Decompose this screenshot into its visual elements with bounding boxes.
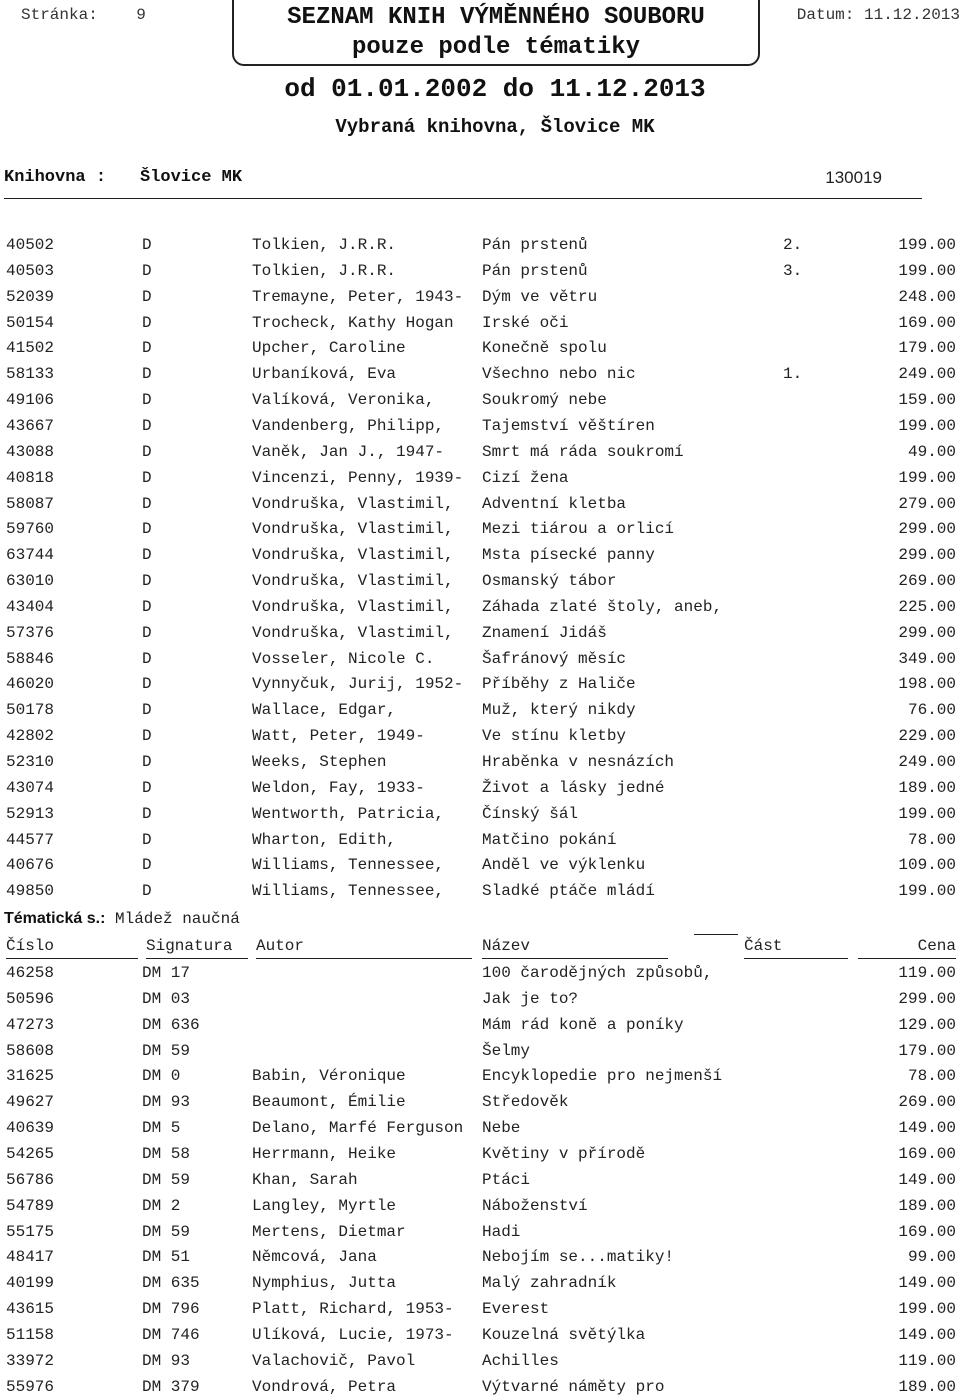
cell-signature: D (142, 675, 152, 694)
cell-author: Valachovič, Pavol (252, 1351, 416, 1370)
cell-signature: DM 03 (142, 989, 191, 1008)
table-row (0, 986, 960, 1012)
thematic-section (4, 906, 240, 932)
cell-signature: DM 93 (142, 1351, 191, 1370)
cell-number: 40502 (6, 236, 55, 254)
cell-title: Nebojím se...matiky! (482, 1248, 675, 1267)
cell-price: 199.00 (898, 1300, 956, 1319)
cell-title: Jak je to? (482, 989, 579, 1008)
cell-title: Život a lásky jedné (482, 778, 665, 797)
column-header-divider (694, 934, 738, 935)
cell-number: 41502 (6, 339, 55, 358)
cell-author: Tremayne, Peter, 1943- (252, 287, 464, 306)
report-title: SEZNAM KNIH VÝMĚNNÉHO SOUBORU (287, 4, 705, 31)
cell-number: 43404 (6, 597, 55, 616)
cell-signature: D (142, 339, 152, 358)
page-indicator (21, 6, 146, 24)
table-row (0, 775, 960, 801)
cell-author: Watt, Peter, 1949- (252, 727, 425, 746)
cell-number: 63010 (6, 572, 55, 591)
cell-number: 50596 (6, 989, 55, 1008)
cell-number: 40818 (6, 468, 55, 487)
cell-price: 349.00 (898, 649, 956, 668)
cell-signature: D (142, 623, 152, 642)
cell-title: Šelmy (482, 1041, 531, 1060)
cell-part: 1. (783, 365, 803, 384)
cell-price: 78.00 (907, 830, 956, 849)
cell-number: 49106 (6, 391, 55, 410)
table-row (0, 542, 960, 568)
table-row (0, 568, 960, 594)
cell-author: Vaněk, Jan J., 1947- (252, 442, 445, 461)
cell-number: 47273 (6, 1015, 55, 1034)
cell-title: Nebe (482, 1119, 521, 1138)
cell-price: 149.00 (898, 1119, 956, 1138)
table-row (0, 1167, 960, 1193)
cell-title: Výtvarné náměty pro (482, 1377, 665, 1396)
cell-number: 52039 (6, 287, 55, 306)
cell-price: 199.00 (898, 468, 956, 487)
table-row (0, 1270, 960, 1296)
cell-signature: D (142, 597, 152, 616)
cell-price: 189.00 (898, 1377, 956, 1396)
cell-author: Trocheck, Kathy Hogan (252, 313, 454, 332)
cell-number: 43615 (6, 1300, 55, 1319)
cell-number: 49627 (6, 1093, 55, 1112)
cell-number: 58087 (6, 494, 55, 513)
cell-author: Weeks, Stephen (252, 753, 387, 771)
cell-author: Platt, Richard, 1953- (252, 1300, 454, 1319)
cell-number: 44577 (6, 830, 55, 849)
cell-author: Němcová, Jana (252, 1248, 377, 1267)
cell-title: Osmanský tábor (482, 572, 617, 591)
cell-signature: D (142, 830, 152, 849)
selected-library: Vybraná knihovna, Šlovice MK (335, 116, 655, 138)
cell-title: Ptáci (482, 1170, 531, 1189)
cell-title: Dým ve větru (482, 287, 598, 306)
cell-signature: D (142, 856, 152, 875)
cell-author: Vondruška, Vlastimil, (252, 572, 454, 591)
cell-price: 199.00 (898, 804, 956, 823)
cell-signature: D (142, 882, 152, 901)
cell-signature: D (142, 365, 152, 384)
section-separator: : (100, 910, 106, 927)
cell-price: 189.00 (898, 778, 956, 797)
cell-number: 48417 (6, 1248, 55, 1267)
cell-price: 109.00 (898, 856, 956, 875)
cell-number: 58846 (6, 649, 55, 668)
cell-signature: D (142, 313, 152, 332)
table-row (0, 465, 960, 491)
cell-price: 119.00 (898, 964, 956, 982)
cell-title: Soukromý nebe (482, 391, 607, 410)
table-row (0, 335, 960, 361)
cell-author: Urbaníková, Eva (252, 365, 397, 384)
cell-title: Everest (482, 1300, 550, 1319)
cell-title: Hraběnka v nesnázích (482, 753, 675, 771)
cell-title: Sladké ptáče mládí (482, 882, 655, 901)
cell-title: Matčino pokání (482, 830, 617, 849)
cell-price: 199.00 (898, 236, 956, 254)
cell-title: 100 čarodějných způsobů, (482, 964, 713, 982)
cell-price: 149.00 (898, 1325, 956, 1344)
cell-number: 63744 (6, 546, 55, 565)
cell-signature: D (142, 572, 152, 591)
table-row (0, 361, 960, 387)
cell-title: Květiny v přírodě (482, 1144, 646, 1163)
cell-author: Vondrová, Petra (252, 1377, 397, 1396)
cell-title: Mezi tiárou a orlicí (482, 520, 675, 539)
cell-number: 42802 (6, 727, 55, 746)
date-value: 11.12.2013 (863, 6, 960, 24)
cell-number: 43074 (6, 778, 55, 797)
section-value: Mládež naučná (105, 910, 240, 928)
cell-author: Vincenzi, Penny, 1939- (252, 468, 464, 487)
table-row (0, 232, 960, 258)
cell-author: Vondruška, Vlastimil, (252, 597, 454, 616)
cell-number: 43667 (6, 416, 55, 435)
cell-title: Msta písecké panny (482, 546, 655, 565)
cell-author: Mertens, Dietmar (252, 1222, 406, 1241)
cell-signature: DM 0 (142, 1067, 181, 1086)
cell-signature: D (142, 416, 152, 435)
cell-number: 43088 (6, 442, 55, 461)
table-row (0, 1244, 960, 1270)
column-header-price: Cena (858, 934, 956, 959)
library-label: Knihovna : (4, 168, 107, 187)
cell-signature: D (142, 391, 152, 410)
cell-author: Weldon, Fay, 1933- (252, 778, 425, 797)
library-code: 130019 (825, 168, 882, 187)
cell-signature: D (142, 649, 152, 668)
cell-author: Valíková, Veronika, (252, 391, 435, 410)
cell-number: 58608 (6, 1041, 55, 1060)
table-row (0, 697, 960, 723)
table-row (0, 1193, 960, 1219)
cell-title: Smrt má ráda soukromí (482, 442, 684, 461)
cell-title: Mám rád koně a poníky (482, 1015, 684, 1034)
cell-signature: D (142, 442, 152, 461)
cell-signature: DM 58 (142, 1144, 191, 1163)
column-header-number: Číslo (6, 934, 138, 959)
cell-signature: DM 17 (142, 964, 191, 982)
cell-price: 169.00 (898, 313, 956, 332)
cell-number: 52310 (6, 753, 55, 771)
cell-number: 46258 (6, 964, 55, 982)
cell-signature: D (142, 753, 152, 771)
cell-price: 179.00 (898, 1041, 956, 1060)
cell-signature: DM 636 (142, 1015, 200, 1034)
cell-signature: DM 796 (142, 1300, 200, 1319)
table-row (0, 723, 960, 749)
table-row (0, 1374, 960, 1400)
cell-author: Langley, Myrtle (252, 1196, 397, 1215)
cell-price: 179.00 (898, 339, 956, 358)
cell-title: Encyklopedie pro nejmenší (482, 1067, 723, 1086)
cell-signature: DM 2 (142, 1196, 181, 1215)
cell-price: 248.00 (898, 287, 956, 306)
cell-part: 2. (783, 236, 803, 254)
cell-price: 49.00 (907, 442, 956, 461)
cell-price: 149.00 (898, 1274, 956, 1293)
report-date (780, 6, 960, 24)
cell-author: Khan, Sarah (252, 1170, 358, 1189)
library-name: Šlovice MK (140, 168, 243, 187)
date-range: od 01.01.2002 do 11.12.2013 (284, 74, 706, 104)
table-row (0, 1089, 960, 1115)
table-row (0, 749, 960, 775)
page-number: 9 (136, 6, 146, 24)
table-row (0, 801, 960, 827)
report-subtitle: pouze podle tématiky (351, 34, 641, 61)
cell-title: Všechno nebo nic (482, 365, 636, 384)
cell-author: Beaumont, Émilie (252, 1093, 406, 1112)
cell-number: 46020 (6, 675, 55, 694)
column-header-part: Část (744, 934, 848, 959)
cell-number: 54265 (6, 1144, 55, 1163)
table-row (0, 1219, 960, 1245)
report-title-box (232, 0, 760, 66)
table-row (0, 284, 960, 310)
cell-price: 129.00 (898, 1015, 956, 1034)
cell-signature: D (142, 778, 152, 797)
cell-price: 225.00 (898, 597, 956, 616)
cell-author: Tolkien, J.R.R. (252, 236, 397, 254)
cell-author: Ulíková, Lucie, 1973- (252, 1325, 454, 1344)
cell-title: Záhada zlaté štoly, aneb, (482, 597, 723, 616)
date-label: Datum: (796, 6, 855, 24)
cell-title: Achilles (482, 1351, 559, 1370)
cell-author: Wallace, Edgar, (252, 701, 397, 720)
cell-price: 299.00 (898, 989, 956, 1008)
column-header-author: Autor (256, 934, 472, 959)
table-row (0, 878, 960, 904)
table-row (0, 258, 960, 284)
cell-price: 279.00 (898, 494, 956, 513)
cell-title: Pán prstenů (482, 236, 588, 254)
table-row (0, 439, 960, 465)
cell-author: Williams, Tennessee, (252, 856, 445, 875)
cell-title: Konečně spolu (482, 339, 607, 358)
cell-author: Vandenberg, Philipp, (252, 416, 445, 435)
cell-author: Vondruška, Vlastimil, (252, 520, 454, 539)
cell-price: 299.00 (898, 546, 956, 565)
cell-title: Malý zahradník (482, 1274, 617, 1293)
cell-signature: D (142, 236, 152, 254)
cell-title: Náboženství (482, 1196, 588, 1215)
cell-title: Příběhy z Haliče (482, 675, 636, 694)
cell-signature: DM 746 (142, 1325, 200, 1344)
cell-number: 50154 (6, 313, 55, 332)
cell-author: Vondruška, Vlastimil, (252, 546, 454, 565)
table-row (0, 413, 960, 439)
cell-author: Vynnyčuk, Jurij, 1952- (252, 675, 464, 694)
cell-author: Upcher, Caroline (252, 339, 406, 358)
cell-title: Tajemství věštíren (482, 416, 655, 435)
cell-number: 52913 (6, 804, 55, 823)
table-row (0, 620, 960, 646)
cell-price: 76.00 (907, 701, 956, 720)
cell-title: Irské oči (482, 313, 569, 332)
cell-number: 54789 (6, 1196, 55, 1215)
cell-number: 55175 (6, 1222, 55, 1241)
cell-signature: D (142, 287, 152, 306)
table-row (0, 1141, 960, 1167)
cell-author: Herrmann, Heike (252, 1144, 397, 1163)
cell-price: 249.00 (898, 753, 956, 771)
cell-price: 169.00 (898, 1222, 956, 1241)
table-row (0, 387, 960, 413)
cell-price: 249.00 (898, 365, 956, 384)
table-row (0, 310, 960, 336)
cell-number: 49850 (6, 882, 55, 901)
cell-price: 269.00 (898, 572, 956, 591)
cell-title: Hadi (482, 1222, 521, 1241)
cell-price: 198.00 (898, 675, 956, 694)
cell-price: 149.00 (898, 1170, 956, 1189)
table-row (0, 646, 960, 672)
library-line (4, 168, 922, 199)
cell-title: Adventní kletba (482, 494, 627, 513)
table-row (0, 1322, 960, 1348)
cell-number: 40199 (6, 1274, 55, 1293)
cell-price: 99.00 (907, 1248, 956, 1267)
cell-signature: DM 59 (142, 1222, 191, 1241)
cell-signature: DM 379 (142, 1377, 200, 1396)
cell-title: Kouzelná světýlka (482, 1325, 646, 1344)
cell-price: 159.00 (898, 391, 956, 410)
cell-title: Ve stínu kletby (482, 727, 627, 746)
cell-signature: DM 59 (142, 1170, 191, 1189)
cell-author: Wentworth, Patricia, (252, 804, 445, 823)
cell-signature: DM 93 (142, 1093, 191, 1112)
cell-title: Cizí žena (482, 468, 569, 487)
cell-signature: D (142, 520, 152, 539)
cell-author: Williams, Tennessee, (252, 882, 445, 901)
cell-signature: DM 635 (142, 1274, 200, 1293)
cell-author: Tolkien, J.R.R. (252, 261, 397, 280)
cell-price: 199.00 (898, 416, 956, 435)
cell-number: 51158 (6, 1325, 55, 1344)
cell-number: 40503 (6, 261, 55, 280)
cell-number: 50178 (6, 701, 55, 720)
table-row (0, 1296, 960, 1322)
cell-signature: D (142, 727, 152, 746)
cell-price: 299.00 (898, 520, 956, 539)
table-row (0, 516, 960, 542)
cell-number: 31625 (6, 1067, 55, 1086)
cell-number: 55976 (6, 1377, 55, 1396)
cell-author: Vondruška, Vlastimil, (252, 623, 454, 642)
cell-price: 299.00 (898, 623, 956, 642)
cell-title: Znamení Jidáš (482, 623, 607, 642)
cell-author: Vondruška, Vlastimil, (252, 494, 454, 513)
cell-signature: D (142, 804, 152, 823)
cell-title: Šafránový měsíc (482, 649, 627, 668)
table-row (0, 594, 960, 620)
cell-title: Pán prstenů (482, 261, 588, 280)
table-row (0, 827, 960, 853)
cell-price: 189.00 (898, 1196, 956, 1215)
cell-number: 58133 (6, 365, 55, 384)
cell-signature: D (142, 701, 152, 720)
cell-author: Vosseler, Nicole C. (252, 649, 435, 668)
cell-signature: D (142, 261, 152, 280)
cell-signature: DM 59 (142, 1041, 191, 1060)
cell-price: 269.00 (898, 1093, 956, 1112)
cell-title: Čínský šál (482, 804, 579, 823)
cell-number: 40639 (6, 1119, 55, 1138)
column-header-title: Název (482, 934, 668, 959)
cell-price: 199.00 (898, 882, 956, 901)
table-row (0, 852, 960, 878)
cell-signature: DM 51 (142, 1248, 191, 1267)
cell-author: Delano, Marfé Ferguson (252, 1119, 464, 1138)
cell-part: 3. (783, 261, 803, 280)
cell-author: Babin, Véronique (252, 1067, 406, 1086)
page-label: Stránka: (21, 6, 98, 24)
cell-number: 40676 (6, 856, 55, 875)
section-label: Tématická s. (4, 910, 101, 927)
cell-number: 59760 (6, 520, 55, 539)
cell-signature: DM 5 (142, 1119, 181, 1138)
column-header-signature: Signatura (146, 934, 248, 959)
cell-title: Středověk (482, 1093, 569, 1112)
cell-number: 57376 (6, 623, 55, 642)
table-row (0, 960, 960, 986)
cell-price: 119.00 (898, 1351, 956, 1370)
cell-price: 78.00 (907, 1067, 956, 1086)
cell-signature: D (142, 468, 152, 487)
cell-price: 229.00 (898, 727, 956, 746)
cell-title: Anděl ve výklenku (482, 856, 646, 875)
cell-signature: D (142, 546, 152, 565)
cell-author: Nymphius, Jutta (252, 1274, 397, 1293)
table-row (0, 1063, 960, 1089)
cell-price: 199.00 (898, 261, 956, 280)
table-row (0, 1115, 960, 1141)
column-header-row (0, 934, 960, 958)
cell-title: Muž, který nikdy (482, 701, 636, 720)
cell-price: 169.00 (898, 1144, 956, 1163)
cell-signature: D (142, 494, 152, 513)
table-row (0, 1038, 960, 1064)
cell-number: 56786 (6, 1170, 55, 1189)
table-row (0, 1348, 960, 1374)
table-row (0, 671, 960, 697)
cell-author: Wharton, Edith, (252, 830, 397, 849)
table-row (0, 491, 960, 517)
cell-number: 33972 (6, 1351, 55, 1370)
table-row (0, 1012, 960, 1038)
